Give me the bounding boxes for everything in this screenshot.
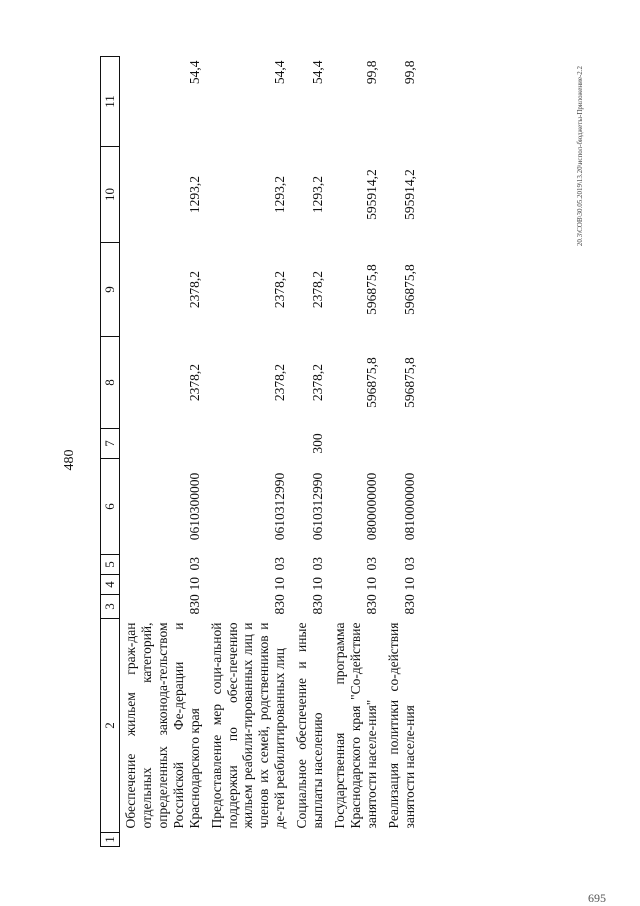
row-code-7 <box>206 429 292 459</box>
row-code-7 <box>329 429 383 459</box>
row-value-9: 2378,2 <box>186 270 202 309</box>
row-value-11: 99,8 <box>401 60 417 85</box>
row-code-3: 830 <box>186 594 202 615</box>
row-code-3: 830 <box>401 594 417 615</box>
row-value-11: 99,8 <box>363 60 379 85</box>
column-number-6: 6 <box>101 459 120 555</box>
page-number: 480 <box>62 449 77 471</box>
row-value-9: 2378,2 <box>310 270 326 309</box>
row-name: Предоставление мер соци-альной поддержки по обес-печению жильем реабили-тированных лиц и членов их семей, родственников и де-тей реабилитированных лиц <box>208 622 288 829</box>
row-value-11: 54,4 <box>186 60 202 85</box>
row-value-11: 54,4 <box>272 60 288 85</box>
row-value-8: 2378,2 <box>310 363 326 402</box>
row-blank-cell <box>120 833 206 847</box>
row-name: Обеспечение жильем граж-дан отдельных категорий, определенных законода-тельством Российской Фе-дерации и Краснодарского края <box>123 622 202 829</box>
row-value-9: 596875,8 <box>401 264 417 315</box>
budget-table-container <box>100 57 610 847</box>
table-row <box>206 57 292 847</box>
row-value-8: 596875,8 <box>401 357 417 408</box>
row-value-8: 2378,2 <box>272 363 288 402</box>
row-code-6: 0810000000 <box>401 472 417 541</box>
row-code-4: 10 <box>363 577 379 591</box>
row-value-10: 595914,2 <box>363 169 379 220</box>
row-code-5: 03 <box>310 557 326 571</box>
row-value-9: 596875,8 <box>363 264 379 315</box>
row-code-3: 830 <box>363 594 379 615</box>
row-blank-cell <box>206 833 292 847</box>
row-name: Реализация политики со-действия занятости населе-ния <box>385 622 417 829</box>
row-code-7 <box>383 429 421 459</box>
row-code-6: 0800000000 <box>363 472 379 541</box>
table-row <box>383 57 421 847</box>
row-blank-cell <box>383 833 421 847</box>
file-path-footer: 20.3\СОВ\30.05.2019\13.20\испол-бюджеты-Приложение-2.2 <box>576 65 584 247</box>
column-number-2: 2 <box>101 619 120 833</box>
row-code-7: 300 <box>310 433 326 454</box>
row-value-9: 2378,2 <box>272 270 288 309</box>
row-code-7 <box>120 429 206 459</box>
row-value-8: 596875,8 <box>363 357 379 408</box>
column-number-10: 10 <box>101 147 120 243</box>
row-code-3: 830 <box>272 594 288 615</box>
row-code-4: 10 <box>272 577 288 591</box>
row-code-4: 10 <box>401 577 417 591</box>
row-blank-cell <box>329 833 383 847</box>
column-number-5: 5 <box>101 555 120 575</box>
row-code-6: 0610312990 <box>310 472 326 541</box>
cropped-page-number: 695 <box>588 891 606 905</box>
row-name: Социальное обеспечение и иные выплаты населению <box>294 622 326 829</box>
row-code-5: 03 <box>401 557 417 571</box>
row-value-10: 1293,2 <box>186 175 202 214</box>
table-row <box>329 57 383 847</box>
table-row <box>120 57 206 847</box>
row-code-6: 0610300000 <box>186 472 202 541</box>
column-number-4: 4 <box>101 575 120 595</box>
column-number-1: 1 <box>101 833 120 847</box>
column-number-11: 11 <box>101 57 120 147</box>
column-number-row <box>101 57 120 847</box>
table-row <box>291 57 329 847</box>
column-number-9: 9 <box>101 243 120 337</box>
row-code-6: 0610312990 <box>272 472 288 541</box>
row-value-10: 1293,2 <box>272 175 288 214</box>
row-code-5: 03 <box>186 557 202 571</box>
row-code-4: 10 <box>186 577 202 591</box>
row-value-10: 1293,2 <box>310 175 326 214</box>
row-name: Государственная программа Краснодарского края "Со-действие занятости населе-ния" <box>332 622 379 829</box>
budget-table <box>100 56 421 847</box>
column-number-3: 3 <box>101 595 120 619</box>
row-code-4: 10 <box>310 577 326 591</box>
column-number-8: 8 <box>101 337 120 429</box>
row-code-3: 830 <box>310 594 326 615</box>
row-blank-cell <box>291 833 329 847</box>
column-number-7: 7 <box>101 429 120 459</box>
row-code-5: 03 <box>272 557 288 571</box>
row-value-8: 2378,2 <box>186 363 202 402</box>
row-code-5: 03 <box>363 557 379 571</box>
row-value-11: 54,4 <box>310 60 326 85</box>
row-value-10: 595914,2 <box>401 169 417 220</box>
